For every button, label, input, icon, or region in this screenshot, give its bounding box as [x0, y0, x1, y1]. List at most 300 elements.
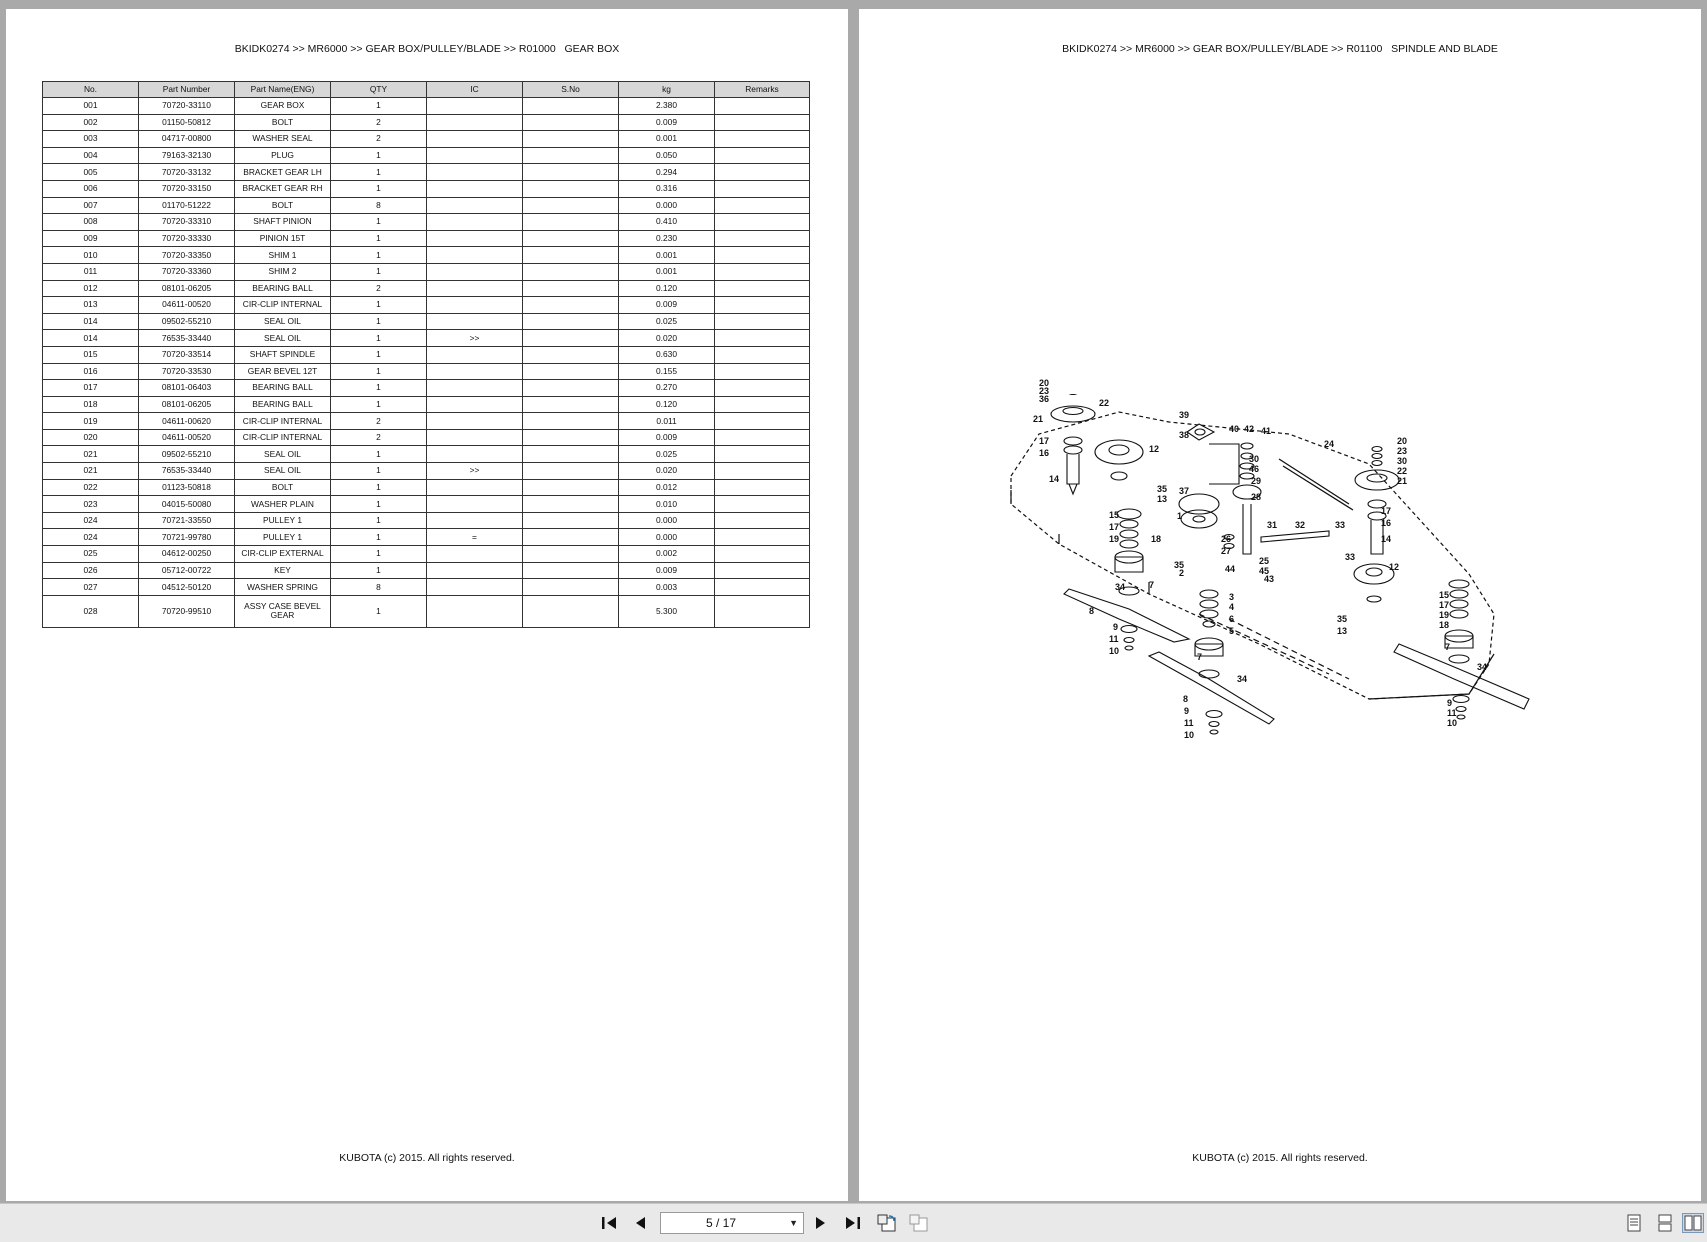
- cell-kg: 2.380: [619, 98, 715, 115]
- diagram-callout: 31: [1267, 520, 1278, 530]
- table-row: [43, 330, 810, 347]
- diagram-callout: 14: [1381, 534, 1392, 544]
- two-page-view-button[interactable]: [1682, 1213, 1704, 1233]
- diagram-callout: 19: [1109, 534, 1120, 544]
- cell-ic: [427, 98, 523, 115]
- cell-sno: [523, 446, 619, 463]
- cell-remarks: [715, 463, 810, 480]
- cell-sno: [523, 346, 619, 363]
- cell-part-number: 70720-33330: [139, 230, 235, 247]
- cell-part-number: 70720-33514: [139, 346, 235, 363]
- cell-part-number: 04512-50120: [139, 579, 235, 596]
- diagram-callout: 7: [1445, 642, 1451, 652]
- cell-qty: 2: [331, 429, 427, 446]
- cell-qty: 1: [331, 446, 427, 463]
- table-row: [43, 214, 810, 231]
- cell-kg: 0.011: [619, 413, 715, 430]
- cell-part-number: 05712-00722: [139, 562, 235, 579]
- cell-sno: [523, 280, 619, 297]
- cell-no: 020: [43, 429, 139, 446]
- table-row: [43, 429, 810, 446]
- cell-kg: 0.001: [619, 131, 715, 148]
- diagram-callout: 4: [1229, 602, 1235, 612]
- cell-remarks: [715, 413, 810, 430]
- diagram-callout: 20: [1039, 378, 1050, 388]
- col-header-remarks: Remarks: [715, 82, 810, 98]
- cell-no: 016: [43, 363, 139, 380]
- cell-no: 013: [43, 297, 139, 314]
- table-row: [43, 363, 810, 380]
- diagram-callout: 25: [1259, 556, 1270, 566]
- table-row: [43, 114, 810, 131]
- cell-sno: [523, 380, 619, 397]
- diagram-callout: 24: [1324, 439, 1335, 449]
- cell-part-number: 04015-50080: [139, 496, 235, 513]
- cell-name: PINION 15T: [235, 230, 331, 247]
- cell-ic: [427, 595, 523, 627]
- cell-part-number: 09502-55210: [139, 446, 235, 463]
- cell-no: 022: [43, 479, 139, 496]
- diagram-callout: 21: [1033, 414, 1044, 424]
- cell-remarks: [715, 330, 810, 347]
- rotate-page-button[interactable]: [876, 1213, 898, 1233]
- cell-name: BOLT: [235, 114, 331, 131]
- cell-remarks: [715, 98, 810, 115]
- cell-part-number: 70721-33550: [139, 512, 235, 529]
- diagram-callout: 39: [1179, 410, 1190, 420]
- cell-no: 009: [43, 230, 139, 247]
- cell-remarks: [715, 147, 810, 164]
- diagram-callout: 21: [1397, 476, 1408, 486]
- diagram-callout: 22: [1397, 466, 1408, 476]
- diagram-callout: 26: [1221, 534, 1232, 544]
- cell-name: CIR-CLIP INTERNAL: [235, 429, 331, 446]
- cell-ic: [427, 114, 523, 131]
- parts-table-body: [43, 98, 810, 628]
- cell-part-number: 01170-51222: [139, 197, 235, 214]
- cell-kg: 0.001: [619, 247, 715, 264]
- cell-ic: [427, 197, 523, 214]
- next-page-button[interactable]: [810, 1213, 832, 1233]
- diagram-callout: 6: [1229, 614, 1235, 624]
- cell-remarks: [715, 214, 810, 231]
- cell-ic: [427, 263, 523, 280]
- fit-page-icon: [908, 1213, 930, 1233]
- diagram-callout: 10: [1447, 718, 1458, 728]
- diagram-callout: 7: [1149, 580, 1155, 590]
- table-row: [43, 98, 810, 115]
- viewer-toolbar: [0, 1203, 1707, 1242]
- cell-ic: [427, 380, 523, 397]
- cell-no: 011: [43, 263, 139, 280]
- table-row: [43, 413, 810, 430]
- cell-qty: 1: [331, 230, 427, 247]
- cell-qty: 1: [331, 463, 427, 480]
- cell-qty: 1: [331, 263, 427, 280]
- diagram-callout: 46: [1249, 464, 1260, 474]
- cell-name: BOLT: [235, 479, 331, 496]
- cell-sno: [523, 263, 619, 280]
- cell-name: CIR-CLIP EXTERNAL: [235, 546, 331, 563]
- last-page-button[interactable]: [842, 1213, 864, 1233]
- cell-ic: [427, 562, 523, 579]
- cell-part-number: 70720-33350: [139, 247, 235, 264]
- cell-qty: 1: [331, 529, 427, 546]
- cell-name: SEAL OIL: [235, 463, 331, 480]
- diagram-callout: 18: [1439, 620, 1450, 630]
- diagram-callout: 12: [1389, 562, 1400, 572]
- cell-ic: [427, 512, 523, 529]
- diagram-callout: 17: [1439, 600, 1450, 610]
- diagram-callout: 38: [1179, 430, 1190, 440]
- cell-kg: 0.630: [619, 346, 715, 363]
- cell-no: 024: [43, 512, 139, 529]
- cell-kg: 0.010: [619, 496, 715, 513]
- cell-no: 021: [43, 446, 139, 463]
- cell-ic: [427, 313, 523, 330]
- diagram-callout: 30: [1249, 454, 1260, 464]
- cell-no: 027: [43, 579, 139, 596]
- cell-ic: [427, 546, 523, 563]
- cell-name: WASHER SPRING: [235, 579, 331, 596]
- cell-kg: 0.155: [619, 363, 715, 380]
- diagram-callout: 23: [1397, 446, 1408, 456]
- cell-name: SEAL OIL: [235, 446, 331, 463]
- cell-remarks: [715, 197, 810, 214]
- cell-name: SHAFT PINION: [235, 214, 331, 231]
- diagram-callout: 17: [1039, 436, 1050, 446]
- diagram-callout: 8: [1183, 694, 1189, 704]
- cell-name: PULLEY 1: [235, 529, 331, 546]
- cell-qty: 1: [331, 396, 427, 413]
- cell-remarks: [715, 579, 810, 596]
- previous-page-button[interactable]: [629, 1213, 651, 1233]
- fit-page-button[interactable]: [908, 1213, 930, 1233]
- cell-qty: 1: [331, 214, 427, 231]
- diagram-callouts: [999, 378, 1539, 814]
- table-row: [43, 380, 810, 397]
- diagram-callout: 44: [1225, 564, 1236, 574]
- first-page-icon: [600, 1215, 618, 1231]
- cell-no: 026: [43, 562, 139, 579]
- cell-qty: 1: [331, 346, 427, 363]
- diagram-callout: 9: [1113, 622, 1119, 632]
- cell-kg: 0.020: [619, 463, 715, 480]
- cell-kg: 0.000: [619, 529, 715, 546]
- cell-no: 024: [43, 529, 139, 546]
- cell-remarks: [715, 546, 810, 563]
- cell-kg: 0.025: [619, 446, 715, 463]
- cell-sno: [523, 512, 619, 529]
- cell-name: SHAFT SPINDLE: [235, 346, 331, 363]
- table-row: [43, 479, 810, 496]
- diagram-callout: 16: [1039, 448, 1050, 458]
- table-row: [43, 230, 810, 247]
- diagram-callout: 15: [1109, 510, 1120, 520]
- cell-part-number: 70720-33150: [139, 180, 235, 197]
- cell-no: 010: [43, 247, 139, 264]
- page-number-selector[interactable]: [660, 1212, 804, 1234]
- cell-part-number: 70720-33110: [139, 98, 235, 115]
- cell-sno: [523, 595, 619, 627]
- cell-sno: [523, 579, 619, 596]
- single-page-icon: [1626, 1214, 1642, 1232]
- cell-name: GEAR BEVEL 12T: [235, 363, 331, 380]
- cell-part-number: 70720-33530: [139, 363, 235, 380]
- diagram-callout: 42: [1244, 424, 1255, 434]
- cell-no: 005: [43, 164, 139, 181]
- cell-remarks: [715, 297, 810, 314]
- cell-ic: [427, 214, 523, 231]
- continuous-view-button[interactable]: [1654, 1213, 1676, 1233]
- table-row: [43, 512, 810, 529]
- cell-name: WASHER SEAL: [235, 131, 331, 148]
- first-page-button[interactable]: [598, 1213, 620, 1233]
- cell-ic: >>: [427, 463, 523, 480]
- cell-name: ASSY CASE BEVEL GEAR: [235, 595, 331, 627]
- page-footer: KUBOTA (c) 2015. All rights reserved.: [1192, 1152, 1368, 1164]
- cell-kg: 0.120: [619, 396, 715, 413]
- cell-sno: [523, 479, 619, 496]
- cell-name: BRACKET GEAR RH: [235, 180, 331, 197]
- cell-sno: [523, 131, 619, 148]
- table-row: [43, 263, 810, 280]
- cell-remarks: [715, 529, 810, 546]
- cell-part-number: 70721-99780: [139, 529, 235, 546]
- diagram-callout: 8: [1089, 606, 1095, 616]
- cell-part-number: 04611-00620: [139, 413, 235, 430]
- diagram-callout: 12: [1149, 444, 1160, 454]
- cell-part-number: 76535-33440: [139, 330, 235, 347]
- diagram-callout: 32: [1295, 520, 1306, 530]
- cell-sno: [523, 247, 619, 264]
- page-indicator: 5 / 17: [705, 1216, 737, 1230]
- cell-no: 015: [43, 346, 139, 363]
- cell-remarks: [715, 131, 810, 148]
- cell-qty: 2: [331, 114, 427, 131]
- cell-sno: [523, 429, 619, 446]
- cell-remarks: [715, 446, 810, 463]
- cell-sno: [523, 197, 619, 214]
- cell-no: 002: [43, 114, 139, 131]
- cell-sno: [523, 214, 619, 231]
- previous-page-icon: [633, 1215, 647, 1231]
- cell-sno: [523, 463, 619, 480]
- table-row: [43, 197, 810, 214]
- diagram-callout: 2: [1179, 568, 1185, 578]
- cell-ic: >>: [427, 330, 523, 347]
- cell-kg: 0.009: [619, 562, 715, 579]
- cell-kg: 0.012: [619, 479, 715, 496]
- cell-name: SEAL OIL: [235, 313, 331, 330]
- cell-part-number: 04612-00250: [139, 546, 235, 563]
- cell-remarks: [715, 230, 810, 247]
- table-row: [43, 396, 810, 413]
- diagram-callout: 27: [1221, 546, 1232, 556]
- cell-part-number: 01123-50818: [139, 479, 235, 496]
- cell-no: 017: [43, 380, 139, 397]
- cell-part-number: 70720-33310: [139, 214, 235, 231]
- diagram-callout: 29: [1251, 476, 1262, 486]
- cell-qty: 1: [331, 180, 427, 197]
- cell-no: 025: [43, 546, 139, 563]
- cell-qty: 2: [331, 413, 427, 430]
- table-header-row: [43, 82, 810, 98]
- cell-ic: [427, 280, 523, 297]
- cell-remarks: [715, 363, 810, 380]
- diagram-callout: 33: [1335, 520, 1346, 530]
- cell-no: 007: [43, 197, 139, 214]
- cell-part-number: 76535-33440: [139, 463, 235, 480]
- cell-part-number: 09502-55210: [139, 313, 235, 330]
- cell-part-number: 08101-06403: [139, 380, 235, 397]
- cell-kg: 0.050: [619, 147, 715, 164]
- cell-no: 001: [43, 98, 139, 115]
- cell-no: 021: [43, 463, 139, 480]
- cell-remarks: [715, 280, 810, 297]
- cell-kg: 0.410: [619, 214, 715, 231]
- cell-sno: [523, 164, 619, 181]
- parts-table: [42, 81, 810, 628]
- col-header-kg: kg: [619, 82, 715, 98]
- cell-kg: 0.316: [619, 180, 715, 197]
- table-row: [43, 164, 810, 181]
- diagram-callout: 36: [1039, 394, 1050, 404]
- diagram-callout: 23: [1039, 386, 1050, 396]
- cell-ic: [427, 363, 523, 380]
- table-row: [43, 247, 810, 264]
- cell-kg: 0.270: [619, 380, 715, 397]
- cell-kg: 0.000: [619, 512, 715, 529]
- table-row: [43, 463, 810, 480]
- cell-sno: [523, 496, 619, 513]
- cell-part-number: 04611-00520: [139, 429, 235, 446]
- cell-part-number: 04611-00520: [139, 297, 235, 314]
- diagram-callout: 11: [1447, 708, 1457, 718]
- cell-qty: 2: [331, 280, 427, 297]
- diagram-callout: 10: [1184, 730, 1195, 740]
- cell-ic: [427, 396, 523, 413]
- cell-no: 003: [43, 131, 139, 148]
- cell-sno: [523, 396, 619, 413]
- cell-name: BEARING BALL: [235, 280, 331, 297]
- single-page-view-button[interactable]: [1623, 1213, 1645, 1233]
- cell-ic: [427, 147, 523, 164]
- cell-name: GEAR BOX: [235, 98, 331, 115]
- diagram-callout: 35: [1174, 560, 1185, 570]
- cell-no: 018: [43, 396, 139, 413]
- cell-part-number: 70720-99510: [139, 595, 235, 627]
- cell-qty: 1: [331, 330, 427, 347]
- cell-ic: [427, 479, 523, 496]
- cell-kg: 0.020: [619, 330, 715, 347]
- cell-sno: [523, 147, 619, 164]
- cell-remarks: [715, 396, 810, 413]
- table-row: [43, 131, 810, 148]
- cell-name: BRACKET GEAR LH: [235, 164, 331, 181]
- diagram-callout: 9: [1184, 706, 1190, 716]
- cell-sno: [523, 297, 619, 314]
- cell-part-number: 70720-33132: [139, 164, 235, 181]
- cell-qty: 1: [331, 164, 427, 181]
- diagram-callout: 22: [1099, 398, 1110, 408]
- cell-remarks: [715, 263, 810, 280]
- diagram-callout: 17: [1381, 506, 1392, 516]
- diagram-callout: 33: [1345, 552, 1356, 562]
- cell-kg: 0.009: [619, 429, 715, 446]
- cell-kg: 0.009: [619, 297, 715, 314]
- cell-part-number: 70720-33360: [139, 263, 235, 280]
- cell-remarks: [715, 313, 810, 330]
- cell-no: 004: [43, 147, 139, 164]
- rotate-page-icon: [876, 1213, 898, 1233]
- col-header-part-number: Part Number: [139, 82, 235, 98]
- cell-sno: [523, 529, 619, 546]
- cell-sno: [523, 562, 619, 579]
- table-row: [43, 280, 810, 297]
- cell-name: BEARING BALL: [235, 380, 331, 397]
- table-row: [43, 546, 810, 563]
- cell-remarks: [715, 114, 810, 131]
- cell-name: SEAL OIL: [235, 330, 331, 347]
- cell-name: PLUG: [235, 147, 331, 164]
- diagram-callout: 10: [1109, 646, 1120, 656]
- diagram-callout: 28: [1251, 492, 1262, 502]
- cell-ic: [427, 230, 523, 247]
- cell-qty: 1: [331, 98, 427, 115]
- table-row: [43, 496, 810, 513]
- cell-remarks: [715, 164, 810, 181]
- cell-qty: 1: [331, 512, 427, 529]
- cell-name: SHIM 2: [235, 263, 331, 280]
- cell-sno: [523, 114, 619, 131]
- cell-remarks: [715, 479, 810, 496]
- cell-qty: 1: [331, 595, 427, 627]
- cell-ic: [427, 180, 523, 197]
- cell-qty: 1: [331, 247, 427, 264]
- cell-name: BOLT: [235, 197, 331, 214]
- cell-ic: [427, 429, 523, 446]
- col-header-qty: QTY: [331, 82, 427, 98]
- diagram-callout: 7: [1197, 652, 1203, 662]
- diagram-callout: 20: [1397, 436, 1408, 446]
- cell-no: 012: [43, 280, 139, 297]
- cell-qty: 8: [331, 197, 427, 214]
- cell-qty: 1: [331, 147, 427, 164]
- cell-kg: 0.001: [619, 263, 715, 280]
- cell-kg: 0.003: [619, 579, 715, 596]
- diagram-callout: 45: [1259, 566, 1270, 576]
- cell-remarks: [715, 247, 810, 264]
- table-row: [43, 180, 810, 197]
- diagram-callout: 11: [1109, 634, 1119, 644]
- cell-ic: [427, 496, 523, 513]
- cell-remarks: [715, 380, 810, 397]
- cell-no: 008: [43, 214, 139, 231]
- cell-remarks: [715, 429, 810, 446]
- page-header: BKIDK0274 >> MR6000 >> GEAR BOX/PULLEY/BLADE >> R01100 SPINDLE AND BLADE: [1062, 43, 1498, 55]
- diagram-callout: 34: [1477, 662, 1488, 672]
- cell-no: 014: [43, 330, 139, 347]
- diagram-callout: 19: [1439, 610, 1450, 620]
- cell-kg: 5.300: [619, 595, 715, 627]
- cell-part-number: 08101-06205: [139, 396, 235, 413]
- cell-qty: 8: [331, 579, 427, 596]
- diagram-callout: 37: [1179, 486, 1190, 496]
- diagram-callout: 17: [1109, 522, 1120, 532]
- cell-ic: [427, 131, 523, 148]
- diagram-callout: 40: [1229, 424, 1240, 434]
